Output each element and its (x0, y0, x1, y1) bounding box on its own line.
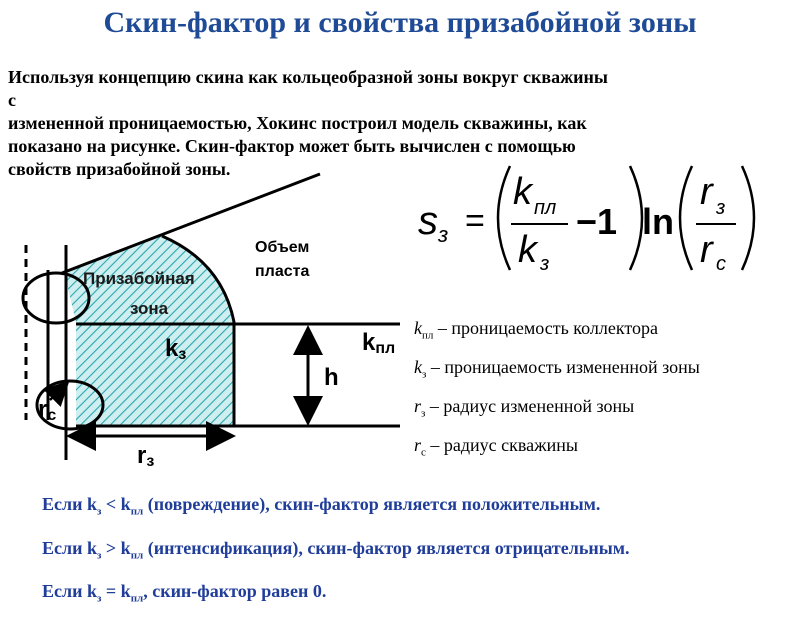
formula-r-num: r (700, 171, 713, 213)
formula-k-num-sub: пл (534, 197, 557, 219)
zone-label: зона (130, 299, 169, 318)
zone-label: Призабойная (83, 269, 195, 288)
rz-label: rз (137, 442, 155, 470)
formula-r-num-sub: з (716, 197, 726, 219)
rc-arrow (50, 384, 66, 400)
legend-item: $k_з$ – проницаемость измененной зоны (414, 357, 700, 381)
formula-r-den: r (700, 229, 713, 271)
intro-line: Используя концепцию скина как кольцеобразной зоны вокруг скважины с (8, 67, 608, 110)
note-line: Если $k_з = k_{пл}$, скин-фактор равен 0. (42, 581, 327, 605)
formula-paren-left-2 (680, 166, 692, 270)
intro-line: показано на рисунке. Скин-фактор может быть вычислен с помощью (8, 136, 576, 156)
legend-item: $r_з$ – радиус измененной зоны (414, 396, 635, 420)
slide-title: Скин-фактор и свойства призабойной зоны (103, 6, 697, 39)
symbol-legend (414, 313, 700, 469)
legend-item: $r_с$ – радиус скважины (414, 435, 578, 459)
reservoir-label: Объем (255, 239, 310, 256)
formula-k-den-sub: з (540, 253, 550, 275)
k-reservoir-label: kпл (362, 329, 396, 357)
formula-s-sub: з (438, 222, 449, 247)
formula-k-num: k (513, 171, 532, 213)
intro-line: измененной проницаемостью, Хокинс построил модель скважины, как (8, 113, 587, 133)
note-line: Если $k_з < k_{пл}$ (повреждение), скин-фактор является положительным. (42, 494, 601, 518)
legend-item: $k_{пл}$ – проницаемость коллектора (414, 318, 658, 342)
formula-paren-right-2 (742, 166, 754, 270)
formula-r-den-sub: с (716, 253, 726, 275)
formula-paren-left (498, 166, 510, 270)
formula-s: s (418, 199, 438, 243)
note-line: Если $k_з > k_{пл}$ (интенсификация), скин-фактор является отрицательным. (42, 537, 630, 562)
k-zone-label: kз (165, 335, 187, 363)
conclusion-notes (42, 486, 630, 617)
formula-equals: = (465, 202, 485, 240)
h-label: h (324, 364, 339, 391)
reservoir-label: пласта (255, 263, 310, 280)
formula-minus-one: −1 (576, 201, 618, 242)
formula-ln: ln (642, 201, 674, 242)
formula-paren-right (630, 166, 642, 270)
rc-label: rc (38, 396, 57, 424)
skin-factor-formula (410, 158, 790, 278)
intro-line: свойств призабойной зоны. (8, 159, 231, 179)
formula-k-den: k (518, 229, 537, 271)
zone-lower-area (76, 322, 234, 426)
